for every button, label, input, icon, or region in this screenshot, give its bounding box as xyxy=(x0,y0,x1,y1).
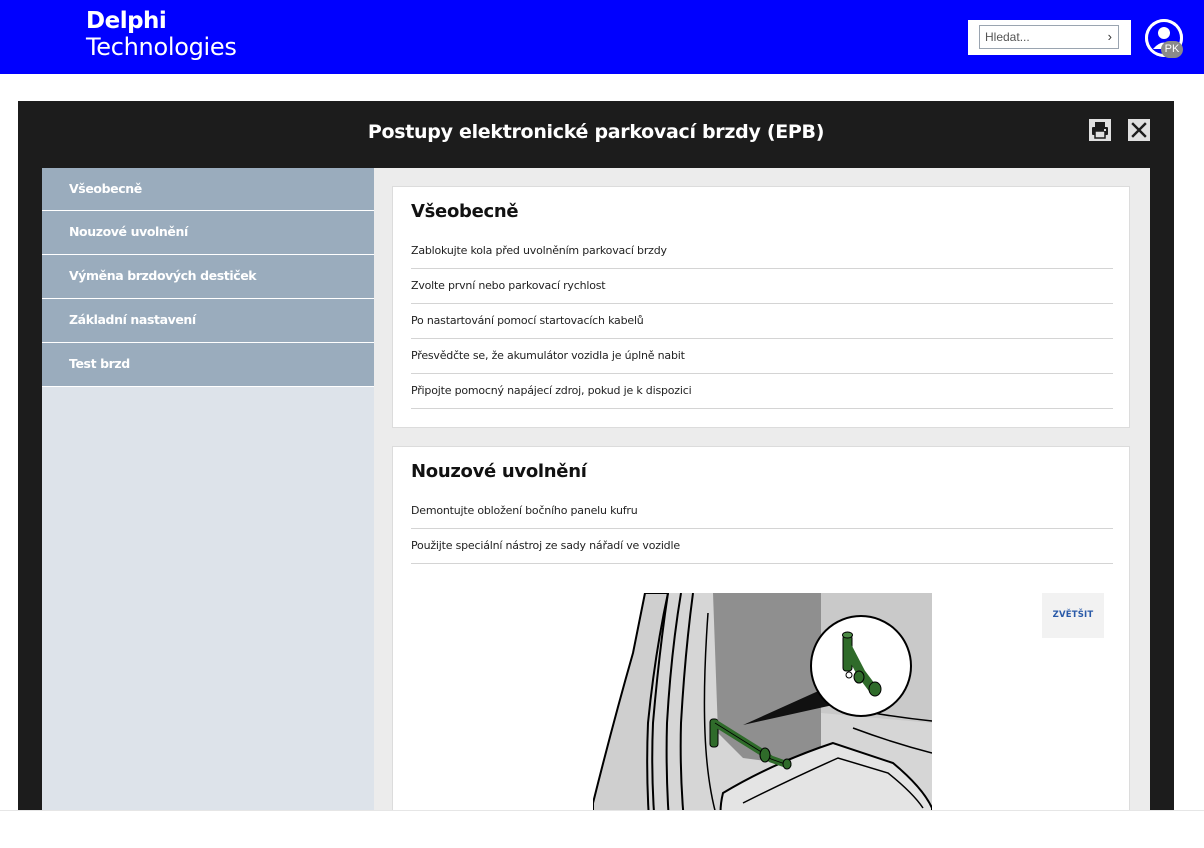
section-title: Nouzové uvolnění xyxy=(411,461,587,482)
close-icon xyxy=(1128,119,1150,141)
sidebar-item-basic-settings[interactable]: Základní nastavení xyxy=(42,299,374,343)
step-item: Připojte pomocný napájecí zdroj, pokud je k dispozici xyxy=(411,374,1113,409)
chevron-right-icon[interactable]: › xyxy=(1107,29,1112,44)
procedures-content[interactable] xyxy=(374,168,1150,848)
step-item: Demontujte obložení bočního panelu kufru xyxy=(411,494,1113,529)
section-emergency-release xyxy=(392,446,1130,848)
search-container xyxy=(968,20,1131,55)
sidebar-item-brake-test[interactable]: Test brzd xyxy=(42,343,374,387)
bottom-strip xyxy=(0,810,1204,848)
sidebar-item-general[interactable]: Všeobecně xyxy=(42,168,374,211)
step-item: Zablokujte kola před uvolněním parkovací brzdy xyxy=(411,234,1113,269)
step-item: Přesvědčte se, že akumulátor vozidla je úplně nabit xyxy=(411,339,1113,374)
print-icon xyxy=(1089,119,1111,141)
epb-procedures-modal xyxy=(18,101,1174,847)
logo-line-2: Technologies xyxy=(86,33,237,61)
sidebar-item-pad-replacement[interactable]: Výměna brzdových destiček xyxy=(42,255,374,299)
delphi-logo[interactable] xyxy=(86,10,237,59)
close-button[interactable] xyxy=(1128,119,1150,141)
modal-title: Postupy elektronické parkovací brzdy (EPB) xyxy=(367,121,825,143)
zoom-button[interactable]: ZVĚTŠIT xyxy=(1042,593,1104,638)
steps-list xyxy=(411,234,1113,409)
step-item: Po nastartování pomocí startovacích kabelů xyxy=(411,304,1113,339)
top-header xyxy=(0,0,1204,74)
search-box xyxy=(979,25,1119,49)
logo-line-1: Delphi xyxy=(86,8,167,34)
user-avatar[interactable] xyxy=(1145,19,1183,57)
steps-list xyxy=(411,494,1113,564)
avatar-initials-badge: PK xyxy=(1161,41,1183,58)
sidebar-item-emergency-release[interactable]: Nouzové uvolnění xyxy=(42,211,374,255)
procedures-sidebar xyxy=(42,168,374,848)
section-title: Všeobecně xyxy=(411,201,519,222)
section-general xyxy=(392,186,1130,428)
step-item: Zvolte první nebo parkovací rychlost xyxy=(411,269,1113,304)
step-item: Použijte speciální nástroj ze sady nářadí ve vozidle xyxy=(411,529,1113,564)
search-input[interactable] xyxy=(980,26,1103,48)
print-button[interactable] xyxy=(1089,119,1111,141)
